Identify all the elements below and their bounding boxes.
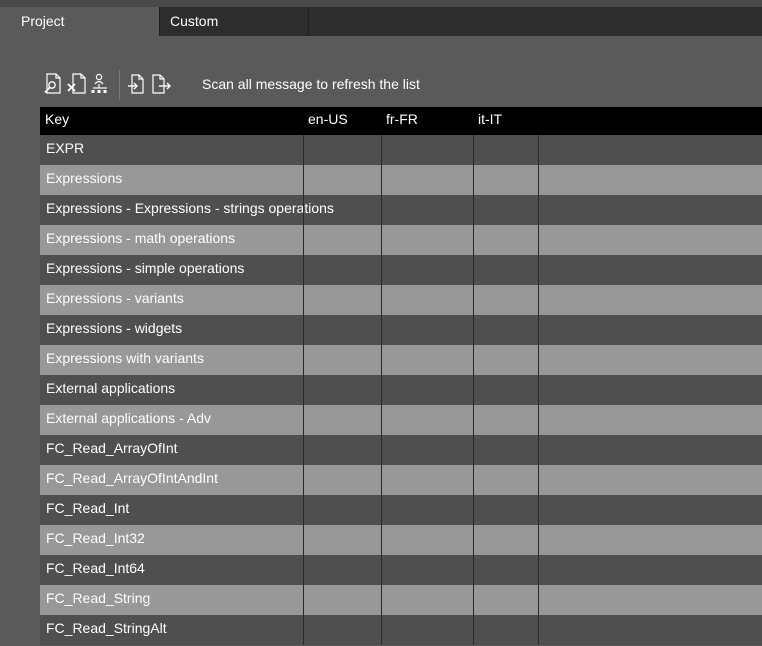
fr-fr-cell[interactable] bbox=[381, 405, 473, 435]
hierarchy-icon[interactable] bbox=[90, 72, 112, 96]
table-row[interactable] bbox=[40, 255, 762, 285]
table-row[interactable] bbox=[40, 165, 762, 195]
fr-fr-cell[interactable] bbox=[381, 165, 473, 195]
fr-fr-cell[interactable] bbox=[381, 615, 473, 645]
remove-document-icon[interactable] bbox=[66, 72, 88, 96]
filler-cell bbox=[538, 315, 762, 345]
table-row[interactable] bbox=[40, 195, 762, 225]
key-cell[interactable]: Expressions - variants bbox=[46, 290, 184, 306]
filler-cell bbox=[538, 225, 762, 255]
table-row[interactable] bbox=[40, 435, 762, 465]
top-strip bbox=[0, 0, 762, 7]
export-icon[interactable] bbox=[150, 72, 172, 96]
it-it-cell[interactable] bbox=[473, 405, 538, 435]
filler-cell bbox=[538, 345, 762, 375]
table-row[interactable] bbox=[40, 465, 762, 495]
en-us-cell[interactable] bbox=[303, 405, 381, 435]
import-icon[interactable] bbox=[126, 72, 148, 96]
fr-fr-cell[interactable] bbox=[381, 135, 473, 165]
grid-body bbox=[40, 135, 762, 645]
key-cell[interactable]: Expressions with variants bbox=[46, 350, 204, 366]
en-us-cell[interactable] bbox=[303, 495, 381, 525]
fr-fr-cell[interactable] bbox=[381, 555, 473, 585]
filler-cell bbox=[538, 405, 762, 435]
key-cell[interactable]: External applications - Adv bbox=[46, 410, 211, 426]
it-it-cell[interactable] bbox=[473, 255, 538, 285]
fr-fr-cell[interactable] bbox=[381, 585, 473, 615]
it-it-cell[interactable] bbox=[473, 375, 538, 405]
fr-fr-cell[interactable] bbox=[381, 435, 473, 465]
key-cell[interactable]: Expressions - simple operations bbox=[46, 260, 245, 276]
key-cell[interactable]: Expressions bbox=[46, 170, 123, 186]
filler-cell bbox=[538, 465, 762, 495]
filler-cell bbox=[538, 285, 762, 315]
fr-fr-cell[interactable] bbox=[381, 285, 473, 315]
key-cell[interactable]: FC_Read_Int bbox=[46, 500, 130, 516]
filler-cell bbox=[538, 165, 762, 195]
fr-fr-cell[interactable] bbox=[381, 495, 473, 525]
en-us-cell[interactable] bbox=[303, 285, 381, 315]
table-row[interactable] bbox=[40, 345, 762, 375]
table-row[interactable] bbox=[40, 315, 762, 345]
it-it-cell[interactable] bbox=[473, 525, 538, 555]
fr-fr-cell[interactable] bbox=[381, 345, 473, 375]
find-document-icon[interactable] bbox=[42, 72, 64, 96]
it-it-cell[interactable] bbox=[473, 225, 538, 255]
scan-messages-label[interactable]: Scan all message to refresh the list bbox=[202, 76, 420, 92]
en-us-cell[interactable] bbox=[303, 165, 381, 195]
toolbar-separator bbox=[119, 70, 120, 100]
table-row[interactable] bbox=[40, 135, 762, 165]
tab-project[interactable]: Project bbox=[0, 7, 159, 36]
key-cell[interactable]: FC_Read_ArrayOfIntAndInt bbox=[46, 470, 218, 486]
it-it-cell[interactable] bbox=[473, 435, 538, 465]
en-us-cell[interactable] bbox=[303, 585, 381, 615]
header-it-it[interactable]: it-IT bbox=[478, 111, 503, 127]
it-it-cell[interactable] bbox=[473, 555, 538, 585]
table-row[interactable] bbox=[40, 495, 762, 525]
it-it-cell[interactable] bbox=[473, 495, 538, 525]
grid-header bbox=[40, 107, 762, 135]
filler-cell bbox=[538, 195, 762, 225]
table-row[interactable] bbox=[40, 225, 762, 255]
key-cell[interactable]: Expressions - widgets bbox=[46, 320, 183, 336]
it-it-cell[interactable] bbox=[473, 315, 538, 345]
en-us-cell[interactable] bbox=[303, 345, 381, 375]
en-us-cell[interactable] bbox=[303, 615, 381, 645]
table-row[interactable] bbox=[40, 405, 762, 435]
filler-cell bbox=[538, 615, 762, 645]
table-row[interactable] bbox=[40, 615, 762, 645]
en-us-cell[interactable] bbox=[303, 375, 381, 405]
en-us-cell[interactable] bbox=[303, 465, 381, 495]
tab-bar bbox=[0, 7, 762, 36]
table-row[interactable] bbox=[40, 285, 762, 315]
it-it-cell[interactable] bbox=[473, 195, 538, 225]
en-us-cell[interactable] bbox=[303, 135, 381, 165]
en-us-cell[interactable] bbox=[303, 555, 381, 585]
key-cell[interactable]: FC_Read_ArrayOfInt bbox=[46, 440, 178, 456]
table-row[interactable] bbox=[40, 375, 762, 405]
table-row[interactable] bbox=[40, 555, 762, 585]
table-row[interactable] bbox=[40, 585, 762, 615]
key-cell[interactable]: FC_Read_Int64 bbox=[46, 560, 145, 576]
filler-cell bbox=[538, 495, 762, 525]
key-cell[interactable]: FC_Read_String bbox=[46, 590, 151, 606]
it-it-cell[interactable] bbox=[473, 285, 538, 315]
header-fr-fr[interactable]: fr-FR bbox=[386, 111, 418, 127]
key-cell[interactable]: FC_Read_StringAlt bbox=[46, 620, 167, 636]
tab-custom[interactable]: Custom bbox=[159, 7, 309, 36]
it-it-cell[interactable] bbox=[473, 585, 538, 615]
filler-cell bbox=[538, 375, 762, 405]
key-cell[interactable]: Expressions - Expressions - strings operations bbox=[46, 200, 334, 216]
table-row[interactable] bbox=[40, 525, 762, 555]
key-cell[interactable]: External applications bbox=[46, 380, 176, 396]
filler-cell bbox=[538, 435, 762, 465]
key-cell[interactable]: Expressions - math operations bbox=[46, 230, 236, 246]
fr-fr-cell[interactable] bbox=[381, 315, 473, 345]
it-it-cell[interactable] bbox=[473, 615, 538, 645]
key-cell[interactable]: FC_Read_Int32 bbox=[46, 530, 145, 546]
filler-cell bbox=[538, 555, 762, 585]
translations-grid bbox=[40, 107, 762, 645]
en-us-cell[interactable] bbox=[303, 315, 381, 345]
filler-cell bbox=[538, 255, 762, 285]
filler-cell bbox=[538, 525, 762, 555]
toolbar bbox=[40, 70, 760, 100]
fr-fr-cell[interactable] bbox=[381, 525, 473, 555]
fr-fr-cell[interactable] bbox=[381, 375, 473, 405]
fr-fr-cell[interactable] bbox=[381, 255, 473, 285]
filler-cell bbox=[538, 135, 762, 165]
key-cell[interactable]: EXPR bbox=[46, 140, 85, 156]
header-en-us[interactable]: en-US bbox=[308, 111, 348, 127]
fr-fr-cell[interactable] bbox=[381, 465, 473, 495]
header-key[interactable]: Key bbox=[45, 111, 70, 127]
en-us-cell[interactable] bbox=[303, 225, 381, 255]
filler-cell bbox=[538, 585, 762, 615]
it-it-cell[interactable] bbox=[473, 165, 538, 195]
en-us-cell[interactable] bbox=[303, 195, 381, 225]
en-us-cell[interactable] bbox=[303, 525, 381, 555]
fr-fr-cell[interactable] bbox=[381, 195, 473, 225]
fr-fr-cell[interactable] bbox=[381, 225, 473, 255]
en-us-cell[interactable] bbox=[303, 435, 381, 465]
it-it-cell[interactable] bbox=[473, 465, 538, 495]
it-it-cell[interactable] bbox=[473, 345, 538, 375]
en-us-cell[interactable] bbox=[303, 255, 381, 285]
it-it-cell[interactable] bbox=[473, 135, 538, 165]
